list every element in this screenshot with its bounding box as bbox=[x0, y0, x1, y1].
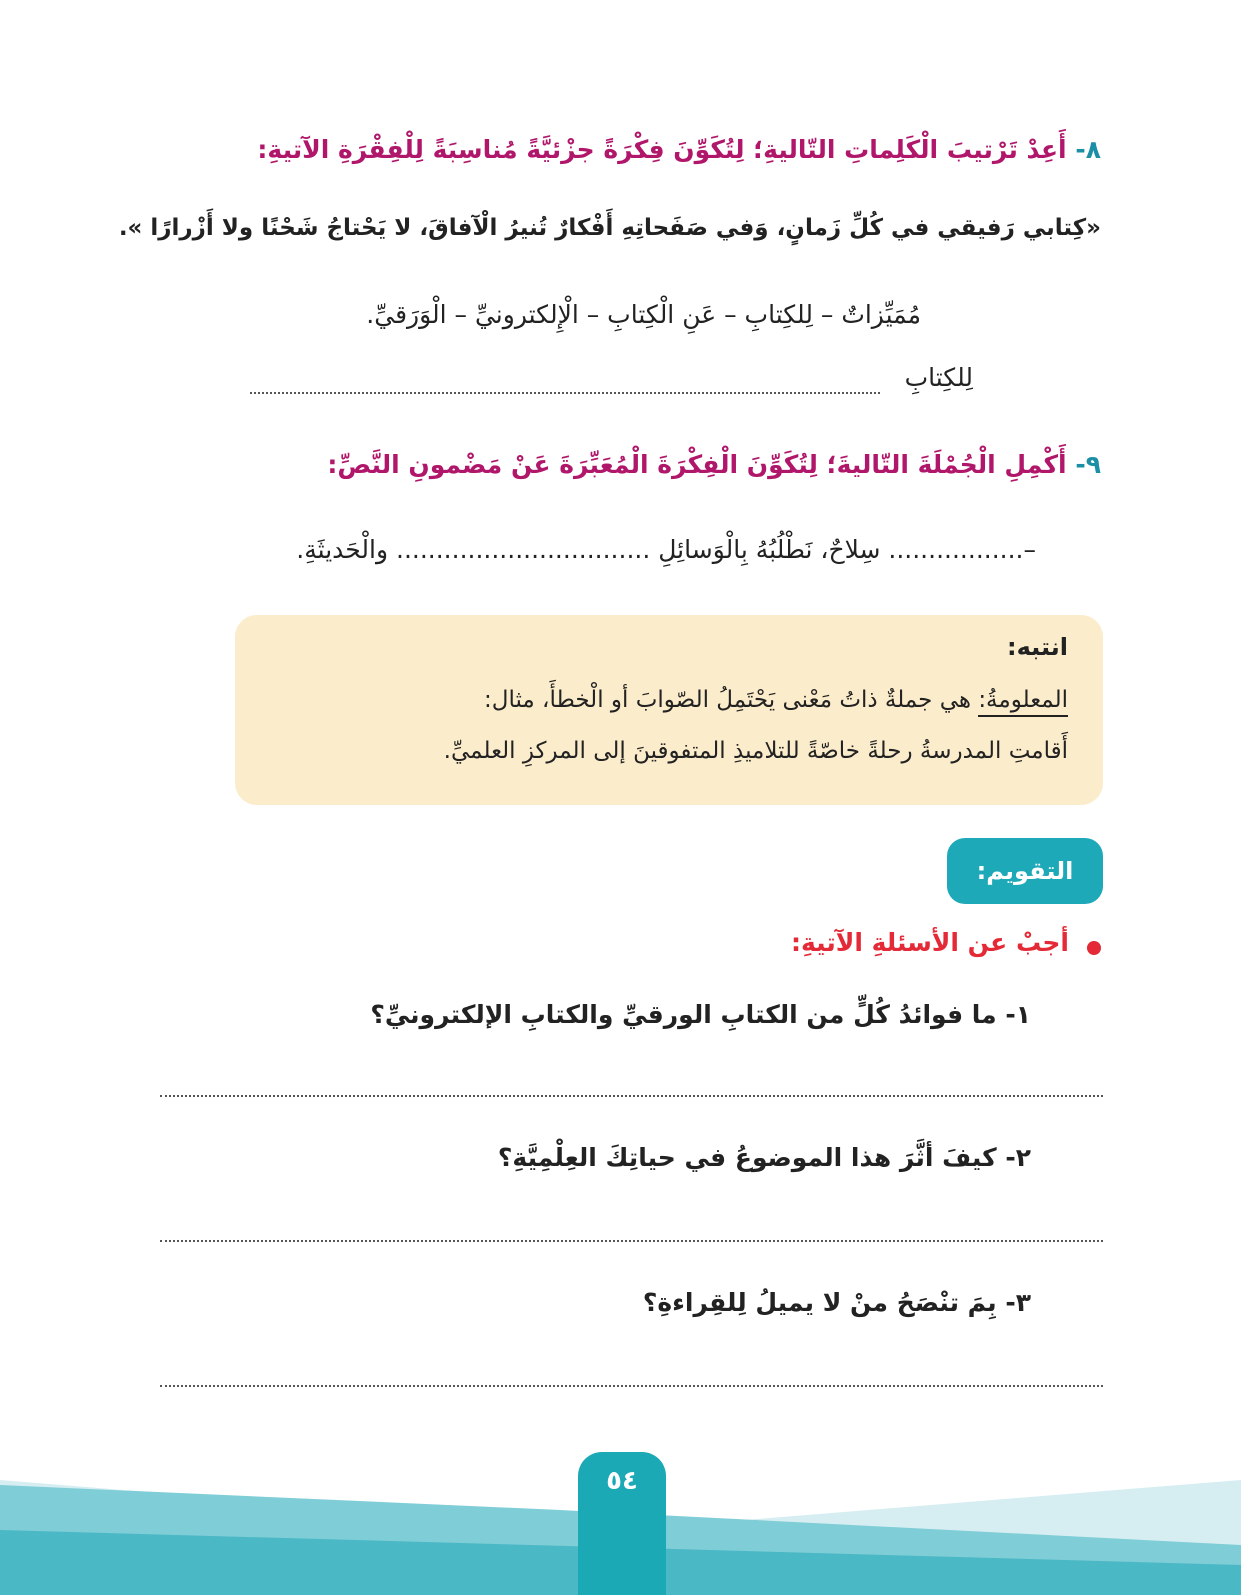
q8-answer-line bbox=[250, 392, 880, 394]
q8-heading bbox=[101, 135, 1101, 164]
q8-answer-prefix: لِلكِتابِ bbox=[904, 363, 973, 392]
q8-number: ٨- bbox=[1075, 135, 1101, 164]
note-definition: هي جملةٌ ذاتُ مَعْنى يَحْتَمِلُ الصّوابَ أو الْخطأَ، مثال: bbox=[484, 687, 979, 713]
note-box bbox=[235, 615, 1103, 805]
q9-number: ٩- bbox=[1075, 450, 1101, 479]
q8-title: أَعِدْ تَرْتيبَ الْكَلِماتِ التّاليةِ؛ لِتُكَوِّنَ فِكْرَةً جزْئيَّةً مُناسِبَةً لِلْفِقْرَةِ الآتيةِ: bbox=[257, 135, 1067, 164]
note-heading: انتبه: bbox=[1007, 633, 1068, 661]
evaluation-tab: التقويم: bbox=[947, 838, 1103, 904]
eval-answer-line-2 bbox=[160, 1240, 1103, 1242]
eval-question-3: ٣- بِمَ تنْصَحُ منْ لا يميلُ لِلقِراءةِ؟ bbox=[642, 1288, 1031, 1317]
q9-title: أَكْمِلِ الْجُمْلَةَ التّاليةَ؛ لِتُكَوِّنَ الْفِكْرَةَ الْمُعَبِّرَةَ عَنْ مَضْمونِ النَّصِّ: bbox=[327, 450, 1067, 479]
eval-question-1: ١- ما فوائدُ كُلٍّ من الكتابِ الورقيِّ والكتابِ الإلكترونيِّ؟ bbox=[370, 1000, 1031, 1029]
bullet-icon bbox=[1087, 941, 1101, 955]
q8-quote: «كِتابي رَفيقي في كُلِّ زَمانٍ، وَفي صَفَحاتِهِ أَفْكارٌ تُنيرُ الْآفاقَ، لا يَحْتاجُ شَحْنًا ولا أَزْرارًا ». bbox=[118, 215, 1101, 241]
eval-question-2: ٢- كيفَ أثَّرَ هذا الموضوعُ في حياتِكَ العِلْمِيَّةِ؟ bbox=[497, 1143, 1031, 1172]
eval-answer-line-1 bbox=[160, 1095, 1103, 1097]
note-example: أَقامتِ المدرسةُ رحلةً خاصّةً للتلاميذِ المتفوقينَ إلى المركزِ العلميِّ. bbox=[443, 738, 1068, 764]
page-number bbox=[578, 1452, 666, 1595]
q8-words: مُمَيِّزاتٌ – لِلكِتابِ – عَنِ الْكِتابِ – الْإِلكترونيِّ – الْوَرَقيِّ. bbox=[366, 300, 921, 329]
note-definition-line bbox=[484, 687, 1068, 713]
note-term: المعلومةُ: bbox=[978, 687, 1068, 717]
q9-heading bbox=[101, 450, 1101, 479]
page-number-text: ٥٤ bbox=[606, 1466, 638, 1496]
evaluation-instruction: أجبْ عن الأسئلةِ الآتيةِ: bbox=[790, 928, 1069, 957]
eval-answer-line-3 bbox=[160, 1385, 1103, 1387]
q9-sentence: –................. سِلاحٌ، نَطْلُبُهُ بِالْوَسائِلِ ................................ والْحَديثَةِ. bbox=[296, 535, 1036, 564]
